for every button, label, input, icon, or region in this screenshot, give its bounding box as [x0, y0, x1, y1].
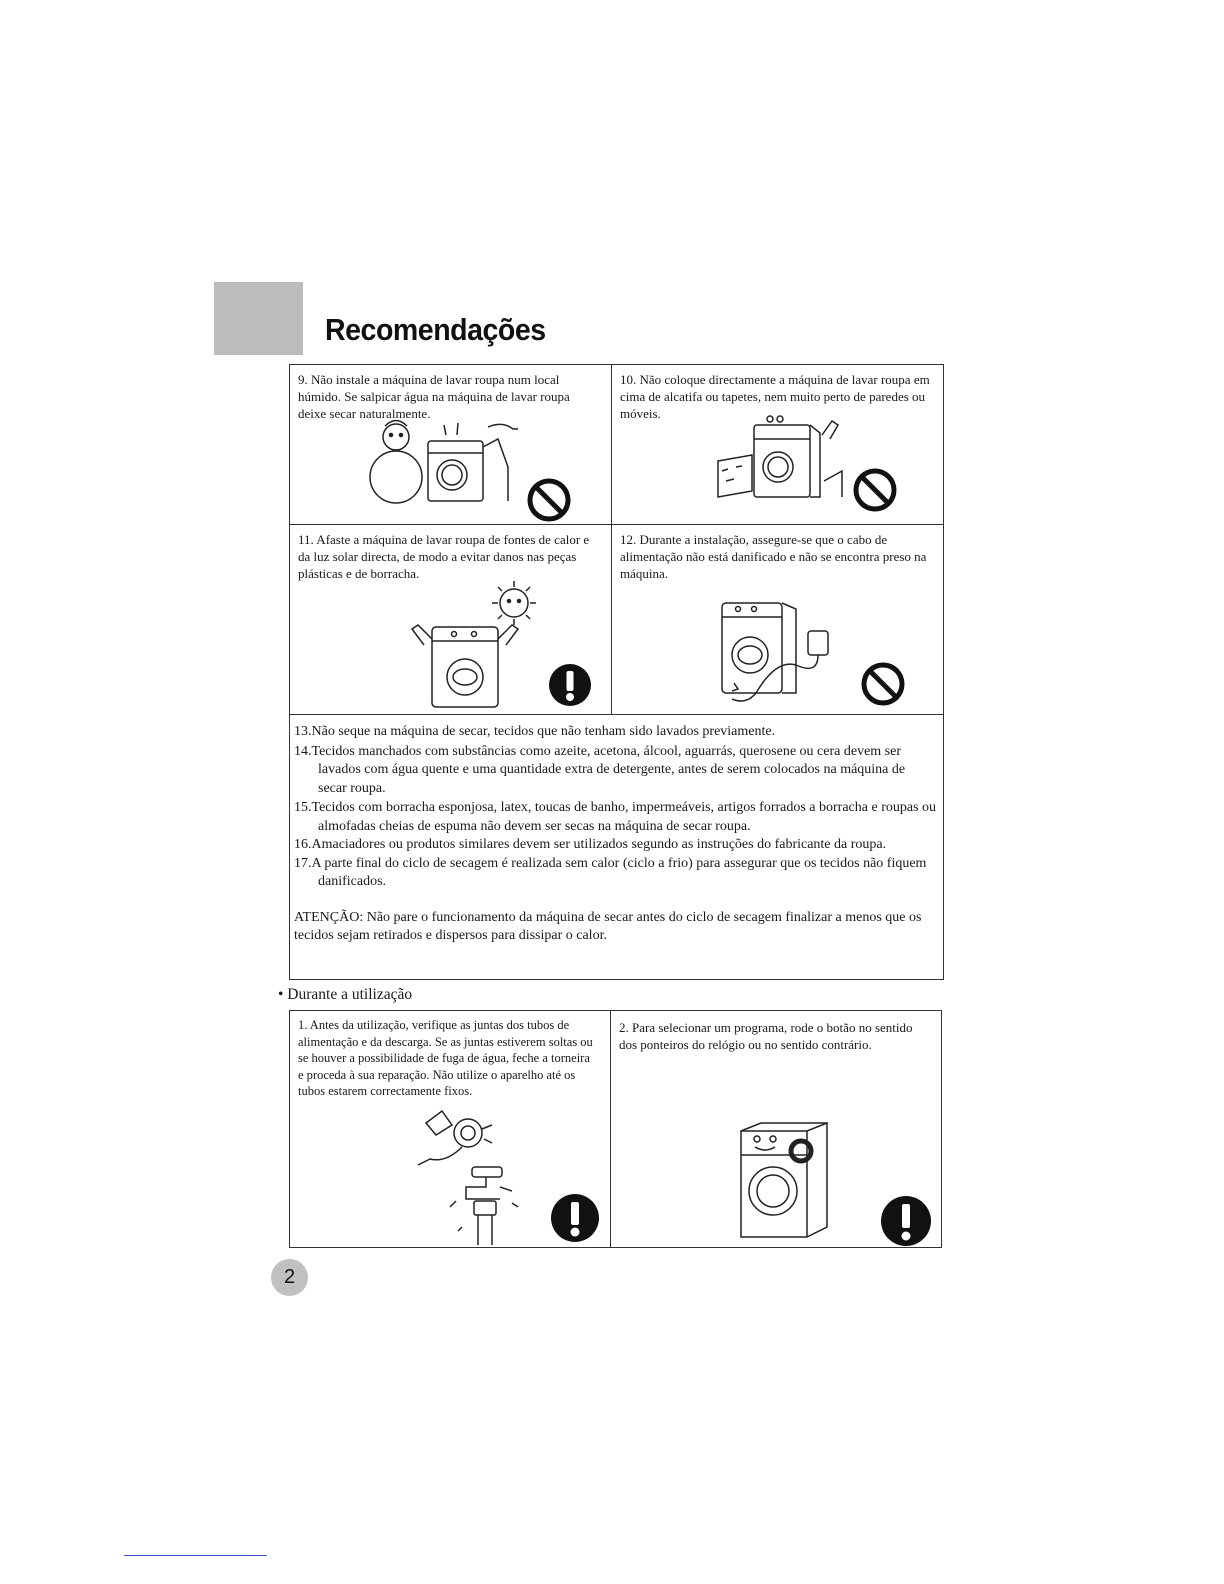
mandatory-icon [549, 1192, 601, 1244]
note-13: 13.Não seque na máquina de secar, tecidos que não tenham sido lavados previamente. [294, 724, 776, 739]
usage-cell-1 [289, 1010, 612, 1248]
notes-cell [289, 714, 944, 980]
prohibited-icon [860, 661, 906, 707]
page-number: 2 [271, 1259, 308, 1296]
tip-text-9: 9. Não instale a máquina de lavar roupa num local húmido. Se salpicar água na máquina de lavar roupa deixe secar naturalmente. [298, 372, 570, 421]
mandatory-icon [547, 662, 593, 708]
usage-text-2: 2. Para selecionar um programa, rode o botão no sentido dos ponteiros do relógio ou no sentido contrário. [619, 1020, 913, 1052]
snowman-washer-illustration [358, 417, 528, 507]
washer-sun-illustration [408, 579, 548, 709]
tip-text-10: 10. Não coloque directamente a máquina de lavar roupa em cima de alcatifa ou tapetes, nem muito perto de paredes ou móveis. [620, 372, 930, 421]
usage-text-1: 1. Antes da utilização, verifique as juntas dos tubos de alimentação e da descarga. Se as juntas estiverem soltas ou se houver a possibilidade de fuga de água, feche a torneira e proceda à sua reparação. Não utilize o aparelho até os tubos estarem correctamente fixos. [298, 1018, 593, 1098]
tip-cell-9 [289, 364, 613, 526]
note-15: 15.Tecidos com borracha esponjosa, latex, toucas de banho, impermeáveis, artigos forrados a borracha e roupas ou almofadas cheias de espuma não devem ser secas na máquina de secar roupa. [294, 800, 937, 834]
tip-cell-12 [611, 524, 944, 716]
header-gray-block [214, 282, 303, 355]
usage-section-heading: • Durante a utilização [278, 986, 413, 1003]
note-17: 17.A parte final do ciclo de secagem é realizada sem calor (ciclo a frio) para assegurar que os tecidos não fiquem danificados. [294, 855, 927, 889]
washer-dial-illustration [737, 1109, 837, 1239]
note-14: 14.Tecidos manchados com substâncias como azeite, acetona, álcool, aguarrás, querosene ou cera devem ser lavados com água quente e uma quantidade extra de detergente, antes de serem colocados na máquina de secar roupa. [294, 743, 906, 796]
usage-cell-2 [610, 1010, 942, 1248]
page-title: Recomendações [325, 312, 546, 347]
tip-text-12: 12. Durante a instalação, assegure-se que o cabo de alimentação não está danificado e não se encontra preso na máquina. [620, 532, 927, 581]
prohibited-icon [852, 467, 898, 513]
washer-near-wall-illustration [716, 411, 846, 503]
warning-text: ATENÇÃO: Não pare o funcionamento da máquina de secar antes do ciclo de secagem finalizar a menos que os tecidos sejam retirados e dispersos para dissipar o calor. [294, 909, 922, 943]
tip-text-11: 11. Afaste a máquina de lavar roupa de fontes de calor e da luz solar directa, de modo a evitar danos nas peças plásticas e de borracha. [298, 532, 590, 581]
tip-cell-11 [289, 524, 613, 716]
washer-power-cable-illustration [716, 595, 846, 707]
mandatory-icon [879, 1194, 933, 1248]
note-16: 16.Amaciadores ou produtos similares devem ser utilizados segundo as instruções do fabricante da roupa. [294, 837, 887, 852]
notes-list [294, 723, 937, 946]
footer-link-line [124, 1555, 267, 1556]
prohibited-icon [526, 477, 572, 523]
tip-cell-10 [611, 364, 944, 526]
hose-faucet-illustration [416, 1103, 526, 1245]
